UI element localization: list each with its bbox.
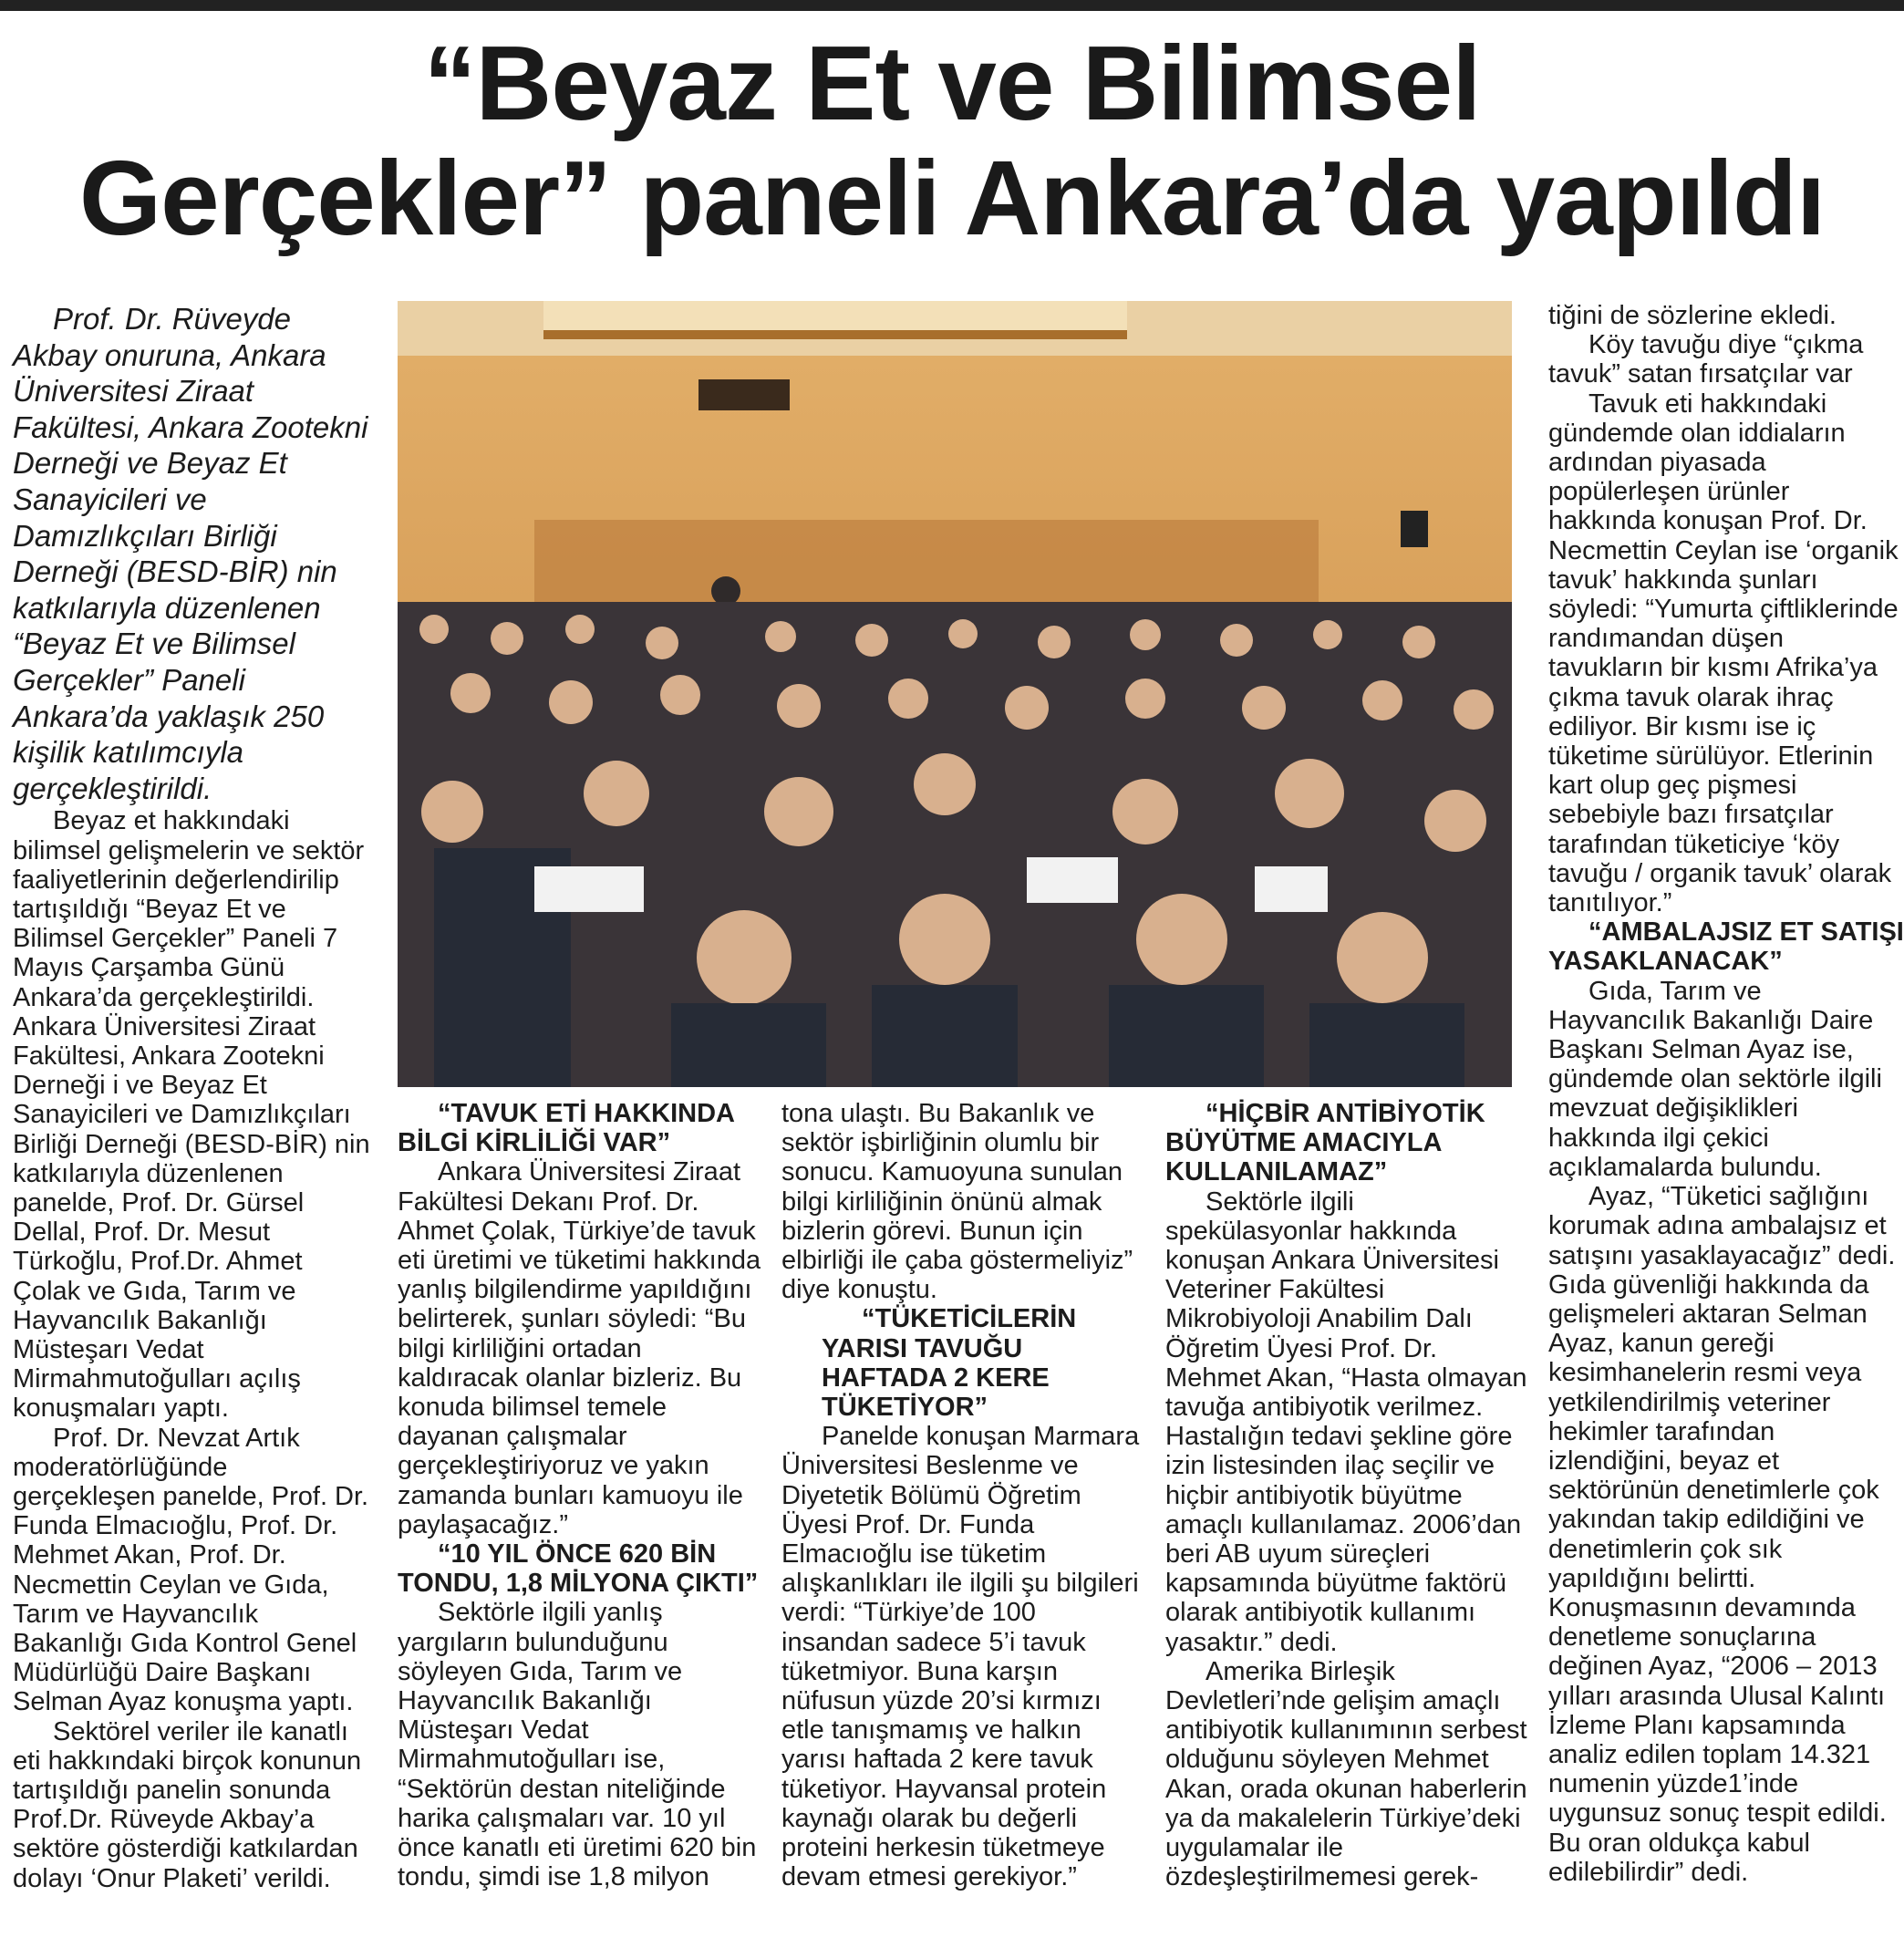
body-paragraph: Prof. Dr. Nevzat Artık moderatörlüğünde gerçekleşen panelde, Prof. Dr. Funda Elmacıoğlu, Prof. Dr. Mehmet Akan, Prof. Dr. Necmettin Ceylan ve Gıda, Tarım ve Hayvancılık Bakanlığı Gıda Kontrol Genel Müdürlüğü Daire Başkanı Selman Ayaz konuşma yaptı. <box>13 1423 369 1717</box>
body-paragraph: tiğini de sözlerine ekledi. <box>1548 301 1837 330</box>
body-paragraph: Ankara Üniversitesi Ziraat Fakültesi Dekanı Prof. Dr. Ahmet Çolak, Türkiye’de tavuk eti üretimi ve tüketimi hakkında yanlış bilgilendirme yapıldığını belirterek, şunları söyledi: “Bu bilgi kirliliğini ortadan kaldıracak olanlar bizleriz. Bu konuda bilimsel temele dayanan çalışmalar gerçekleştiriyoruz ve yakın zamanda bunları kamuoyu ile paylaşacağız.” <box>398 1157 761 1539</box>
subheading: “TÜKETİCİLERİN YARISI TAVUĞU HAFTADA 2 KERE TÜKETİYOR” <box>822 1304 1077 1423</box>
body-paragraph: Gıda, Tarım ve Hayvancılık Bakanlığı Daire Başkanı Selman Ayaz ise, gündemde olan sektörle ilgili mevzuat değişiklikleri hakkında ilgi çekici açıklamalarda bulundu. <box>1548 976 1882 1182</box>
column-4 <box>1165 1099 1530 1891</box>
column-2 <box>398 1099 762 1891</box>
body-paragraph: Ayaz, “Tüketici sağlığını korumak adına ambalajsız et satışını yasaklayacağız” dedi. Gıda güvenliği hakkında da gelişmeleri aktaran Selman Ayaz, kanun gereği kesimhanelerin resmi veya yetkilendirilmiş veteriner hekimler tarafından izlendiğini, beyaz et sektörünün denetimlerle çok yakından takip edildiğini ve denetimlerin çok sık yapıldığını belirtti. Konuşmasının devamında denetleme sonuçlarına değinen Ayaz, “2006 – 2013 yılları arasında Ulusal Kalıntı İzleme Planı kapsamında analiz edilen toplam 14.321 numenin yüzde1’inde uygunsuz sonuç tespit edildi. Bu oran oldukça kabul edilebilirdir” dedi. <box>1548 1182 1896 1887</box>
headline-line-2: Gerçekler” paneli Ankara’da yapıldı <box>78 139 1826 257</box>
body-paragraph: Sektörle ilgili spekülasyonlar hakkında konuşan Ankara Üniversitesi Veteriner Fakültesi Mikrobiyoloji Anabilim Dalı Öğretim Üyesi Prof. Dr. Mehmet Akan, “Hasta olmayan tavuğa antibiyotik verilmez. Hastalığın tedavi şekline göre izin listesinden ilaç seçilir ve hiçbir antibiyotik büyütme amaçlı kullanılamaz. 2006’dan beri AB uyum süreçleri kapsamında büyütme faktörü olarak antibiyotik kullanımı yasaktır.” dedi. <box>1165 1186 1527 1657</box>
subheading: “TAVUK ETİ HAKKINDA BİLGİ KİRLİLİĞİ VAR” <box>398 1099 734 1158</box>
body-paragraph: Panelde konuşan Marmara Üniversitesi Beslenme ve Diyetetik Bölümü Öğretim Üyesi Prof. Dr. Funda Elmacıoğlu ise tüketim alışkanlıkları ile ilgili şu bilgileri verdi: “Türkiye’de 100 insandan sadece 5’i tavuk tüketmiyor. Buna karşın nüfusun yüzde 20’si kırmızı etle tanışmamış ve halkın yarısı haftada 2 kere tavuk tüketiyor. Hayvansal protein kaynağı olarak bu değerli proteini herkesin tüketmeye devam etmesi gerekiyor.” <box>781 1422 1140 1892</box>
body-paragraph: Sektörle ilgili yanlış yargıların bulunduğunu söyleyen Gıda, Tarım ve Hayvancılık Bakanlığı Müsteşarı Vedat Mirmahmutoğulları ise, “Sektörün destan niteliğinde harika çalışmaları var. 10 yıl önce kanatlı eti üretimi 620 bin tondu, şimdi ise 1,8 milyon <box>398 1598 757 1892</box>
body-paragraph: Amerika Birleşik Devletleri’nde gelişim amaçlı antibiyotik kullanımının serbest olduğunu söyleyen Mehmet Akan, orada okunan haberlerin ya da makalelerin Türkiye’deki uygulamalar ile özdeşleştirilmemesi gerek- <box>1165 1656 1527 1892</box>
lead-paragraph: Prof. Dr. Rüveyde Akbay onuruna, Ankara Üniversitesi Ziraat Fakültesi, Ankara Zootekni Derneği ve Beyaz Et Sanayicileri ve Damızlıkçıları Birliği Derneği (BESD-BİR) nin katkılarıyla düzenlenen “Beyaz Et ve Bilimsel Gerçekler” Paneli Ankara’da yaklaşık 250 kişilik katılımcıyla gerçekleştirildi. <box>13 302 368 805</box>
headline <box>0 26 1904 255</box>
column-5 <box>1548 301 1904 1887</box>
column-1 <box>13 301 370 1893</box>
column-3 <box>781 1099 1146 1891</box>
subheading: “AMBALAJSIZ ET SATIŞI YASAKLANACAK” <box>1548 917 1904 977</box>
photo-illustration <box>398 301 1512 1087</box>
body-paragraph: Tavuk eti hakkındaki gündemde olan iddiaların ardından piyasada popülerleşen ürünler hakkında konuşan Prof. Dr. Necmettin Ceylan ise ‘organik tavuk’ hakkında şunları söyledi: “Yumurta çiftliklerinde randımandan düşen tavukların bir kısmı Afrika’ya çıkma tavuk olarak ihraç ediliyor. Bir kısmı ise iç tüketime sürülüyor. Etlerinin kart olup geç pişmesi sebebiyle bazı fırsatçılar tarafından tüketiciye ‘köy tavuğu / organik tavuk’ olarak tanıtılıyor.” <box>1548 389 1899 918</box>
subheading: Köy tavuğu diye “çıkma tavuk” satan fırsatçılar var <box>1548 330 1864 389</box>
conference-audience-photo <box>398 301 1512 1087</box>
top-rule <box>0 0 1904 11</box>
subheading: “10 YIL ÖNCE 620 BİN TONDU, 1,8 MİLYONA ÇIKTI” <box>398 1539 759 1599</box>
subheading: “HİÇBİR ANTİBİYOTİK BÜYÜTME AMACIYLA KULLANILAMAZ” <box>1165 1099 1485 1187</box>
body-paragraph: Beyaz et hakkındaki bilimsel gelişmelerin ve sektör faaliyetlerinin değerlendirilip tartışıldığı “Beyaz Et ve Bilimsel Gerçekler” Paneli 7 Mayıs Çarşamba Günü Ankara’da gerçekleştirildi. Ankara Üniversitesi Ziraat Fakültesi, Ankara Zootekni Derneği i ve Beyaz Et Sanayicileri ve Damızlıkçıları Birliği Derneği (BESD-BİR) nin katkılarıyla düzenlenen panelde, Prof. Dr. Gürsel Dellal, Prof. Dr. Mesut Türkoğlu, Prof.Dr. Ahmet Çolak ve Gıda, Tarım ve Hayvancılık Bakanlığı Müsteşarı Vedat Mirmahmutoğulları açılış konuşmaları yaptı. <box>13 806 370 1424</box>
headline-line-1: “Beyaz Et ve Bilimsel <box>423 24 1481 142</box>
body-paragraph: Sektörel veriler ile kanatlı eti hakkındaki birçok konunun tartışıldığı panelin sonunda Prof.Dr. Rüveyde Akbay’a sektöre gösterdiği katkılardan dolayı ‘Onur Plaketi’ verildi. <box>13 1716 362 1893</box>
body-paragraph: tona ulaştı. Bu Bakanlık ve sektör işbirliğinin olumlu bir sonucu. Kamuoyuna sunulan bilgi kirliliğinin önünü almak bizlerin görevi. Bunun için elbirliği ile çaba göstermeliyiz” diye konuştu. <box>781 1099 1133 1305</box>
